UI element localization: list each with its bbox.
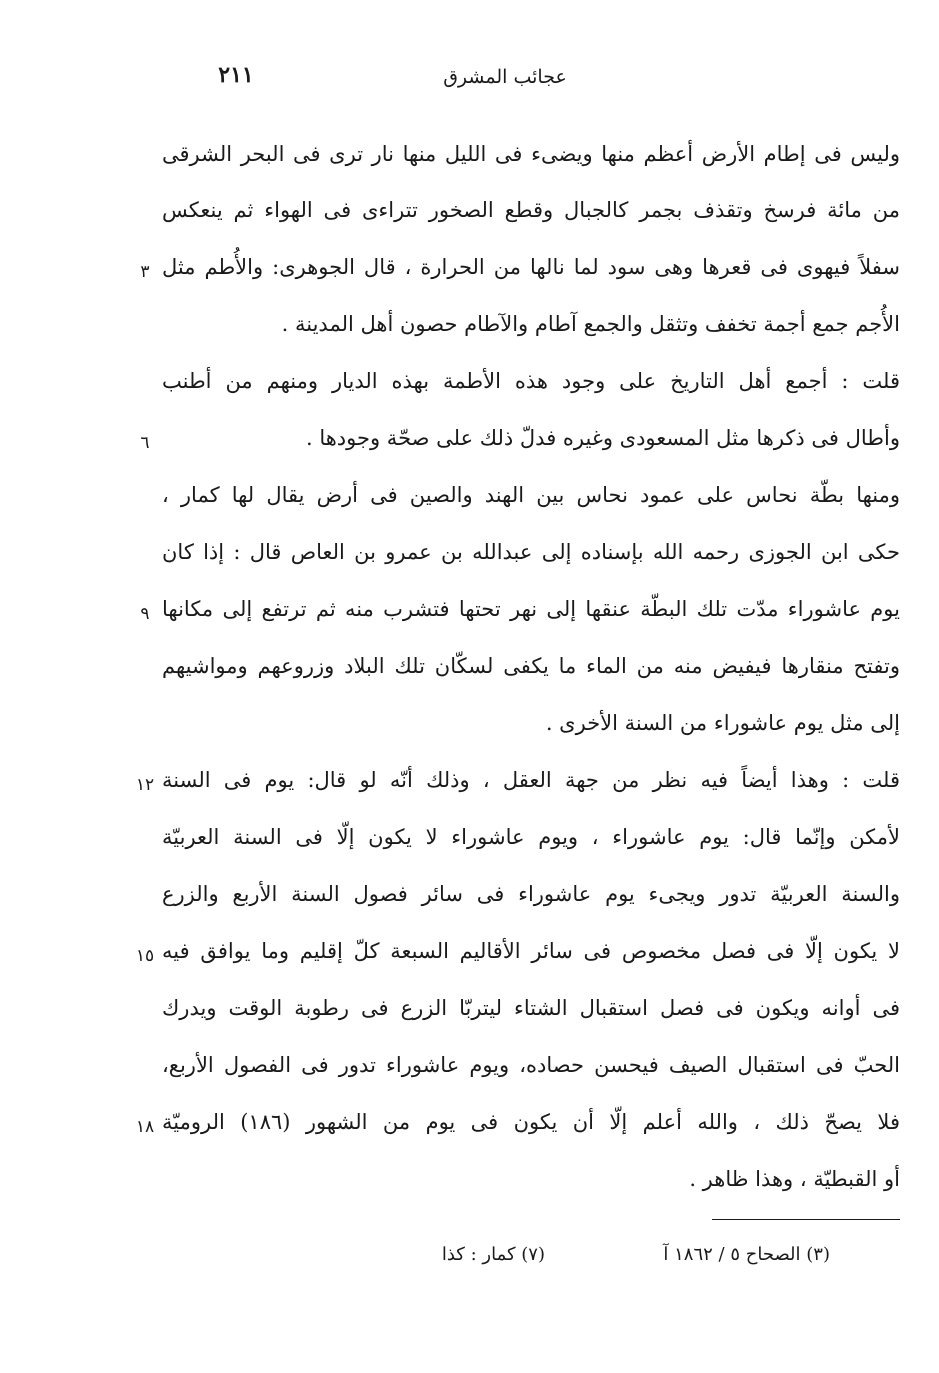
- text-line: والسنة العربيّة تدور ويجىء يوم عاشوراء فى سائر فصول السنة الأربع والزرع: [162, 882, 900, 906]
- text-line: لأمكن وإنّما قال: يوم عاشوراء ، ويوم عاشوراء لا يكون إلّا فى السنة العربيّة: [162, 825, 900, 849]
- footnote: (٧) كمار : كذا: [441, 1244, 545, 1265]
- text-line: فى أوانه ويكون فى فصل استقبال الشتاء ليتربّا الزرع فى رطوبة الوقت ويدرك: [162, 996, 900, 1020]
- text-line: فلا يصحّ ذلك ، والله أعلم إلّا أن يكون فى يوم من الشهور (١٨٦) الروميّة: [162, 1110, 900, 1134]
- line-number: ٩: [140, 604, 150, 624]
- text-line: إلى مثل يوم عاشوراء من السنة الأخرى .: [545, 711, 900, 735]
- line-number: ١٥: [135, 946, 155, 966]
- text-line: لا يكون إلّا فى فصل مخصوص فى سائر الأقاليم السبعة كلّ إقليم وما يوافق فيه: [162, 939, 900, 963]
- text-line: الأُجم جمع أجمة تخفف وتثقل والجمع آطام والآطام حصون أهل المدينة .: [281, 312, 900, 336]
- text-line: ومنها بطّة نحاس على عمود نحاس بين الهند والصين فى أرض يقال لها كمار ،: [162, 483, 900, 507]
- footnote: (٣) الصحاح ٥ / ١٨٦٢ آ: [663, 1244, 830, 1265]
- text-line: من مائة فرسخ وتقذف بجمر كالجبال وقطع الصخور تتراءى فى الهواء ثم ينعكس: [162, 198, 900, 222]
- running-title: عجائب المشرق: [443, 66, 567, 88]
- text-line: وليس فى إطام الأرض أعظم منها ويضىء فى الليل منها نار ترى فى البحر الشرقى: [162, 142, 900, 166]
- line-number: ٦: [140, 433, 150, 453]
- page-number: ٢١١: [218, 62, 254, 88]
- footnote-separator: [712, 1219, 900, 1220]
- text-line: قلت : وهذا أيضاً فيه نظر من جهة العقل ، وذلك أنّه لو قال: يوم فى السنة: [162, 768, 900, 792]
- line-number: ٣: [140, 262, 150, 282]
- text-line: وأطال فى ذكرها مثل المسعودى وغيره فدلّ ذلك على صحّة وجودها .: [305, 426, 900, 450]
- line-number: ١٢: [135, 775, 155, 795]
- text-line: سفلاً فيهوى فى قعرها وهى سود لما نالها من الحرارة ، قال الجوهرى: والأُطم مثل: [162, 255, 900, 279]
- line-number: ١٨: [135, 1117, 155, 1137]
- text-line: الحبّ فى استقبال الصيف فيحسن حصاده، ويوم عاشوراء تدور فى الفصول الأربع،: [162, 1053, 900, 1077]
- text-line: أو القبطيّة ، وهذا ظاهر .: [689, 1167, 900, 1191]
- text-line: يوم عاشوراء مدّت تلك البطّة عنقها إلى نهر تحتها فتشرب منه ثم ترتفع إلى مكانها: [162, 597, 900, 621]
- text-line: وتفتح منقارها فيفيض منه من الماء ما يكفى لسكّان تلك البلاد وزروعهم ومواشيهم: [162, 654, 900, 678]
- text-line: حكى ابن الجوزى رحمه الله بإسناده إلى عبدالله بن عمرو بن العاص قال : إذا كان: [162, 540, 900, 564]
- text-line: قلت : أجمع أهل التاريخ على وجود هذه الأطمة بهذه الديار ومنهم من أطنب: [162, 369, 900, 393]
